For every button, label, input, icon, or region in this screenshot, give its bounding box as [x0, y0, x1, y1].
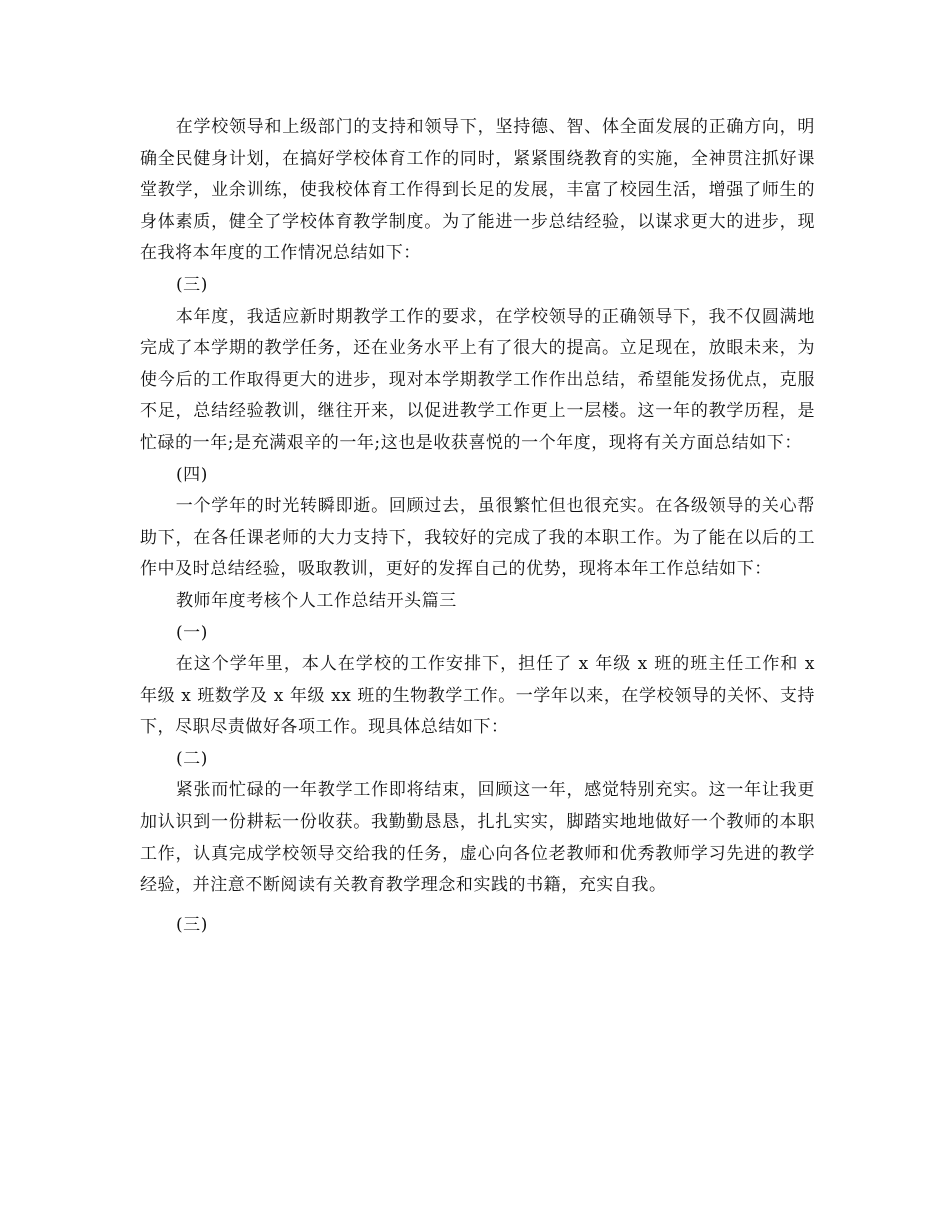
section-title: 教师年度考核个人工作总结开头篇三: [176, 590, 457, 611]
paragraph-2: 本年度，我适应新时期教学工作的要求，在学校领导的正确领导下，我不仅圆满地完成了本学期的教学任务，还在业务水平上有了很大的提高。立足现在，放眼未来，为使今后的工作取得更大的进步，现对本学期教学工作作出总结，希望能发扬优点，克服不足，总结经验教训，继往开来，以促进教学工作更上一层楼。这一年的教学历程，是忙碌的一年;是充满艰辛的一年;这也是收获喜悦的一个年度，现将有关方面总结如下：: [140, 306, 815, 453]
section-marker-3: (三): [176, 274, 208, 295]
paragraph-5: 紧张而忙碌的一年教学工作即将结束，回顾这一年，感觉特别充实。这一年让我更加认识到一份耕耘一份收获。我勤勤恳恳，扎扎实实，脚踏实地地做好一个教师的本职工作，认真完成学校领导交给我的任务，虚心向各位老教师和优秀教师学习先进的教学经验，并注意不断阅读有关教育教学理念和实践的书籍，充实自我。: [140, 780, 815, 896]
paragraph-3: 一个学年的时光转瞬即逝。回顾过去，虽很繁忙但也很充实。在各级领导的关心帮助下，在各任课老师的大力支持下，我较好的完成了我的本职工作。为了能在以后的工作中及时总结经验，吸取教训，更好的发挥自己的优势，现将本年工作总结如下：: [140, 496, 815, 580]
section-marker-3b: (三): [176, 914, 208, 935]
paragraph-1: 在学校领导和上级部门的支持和领导下，坚持德、智、体全面发展的正确方向，明确全民健身计划，在搞好学校体育工作的同时，紧紧围绕教育的实施，全神贯注抓好课堂教学，业余训练，使我校体育工作得到长足的发展，丰富了校园生活，增强了师生的身体素质，健全了学校体育教学制度。为了能进一步总结经验，以谋求更大的进步，现在我将本年度的工作情况总结如下：: [140, 117, 815, 264]
section-marker-4: (四): [176, 464, 208, 485]
section-marker-1: (一): [176, 622, 208, 643]
paragraph-4: 在这个学年里，本人在学校的工作安排下，担任了 x 年级 x 班的班主任工作和 x 年级 x 班数学及 x 年级 xx 班的生物教学工作。一学年以来，在学校领导的关怀、支持下，尽职尽责做好各项工作。现具体总结如下：: [140, 654, 815, 738]
section-marker-2: (二): [176, 748, 208, 769]
document-page: [140, 112, 815, 941]
